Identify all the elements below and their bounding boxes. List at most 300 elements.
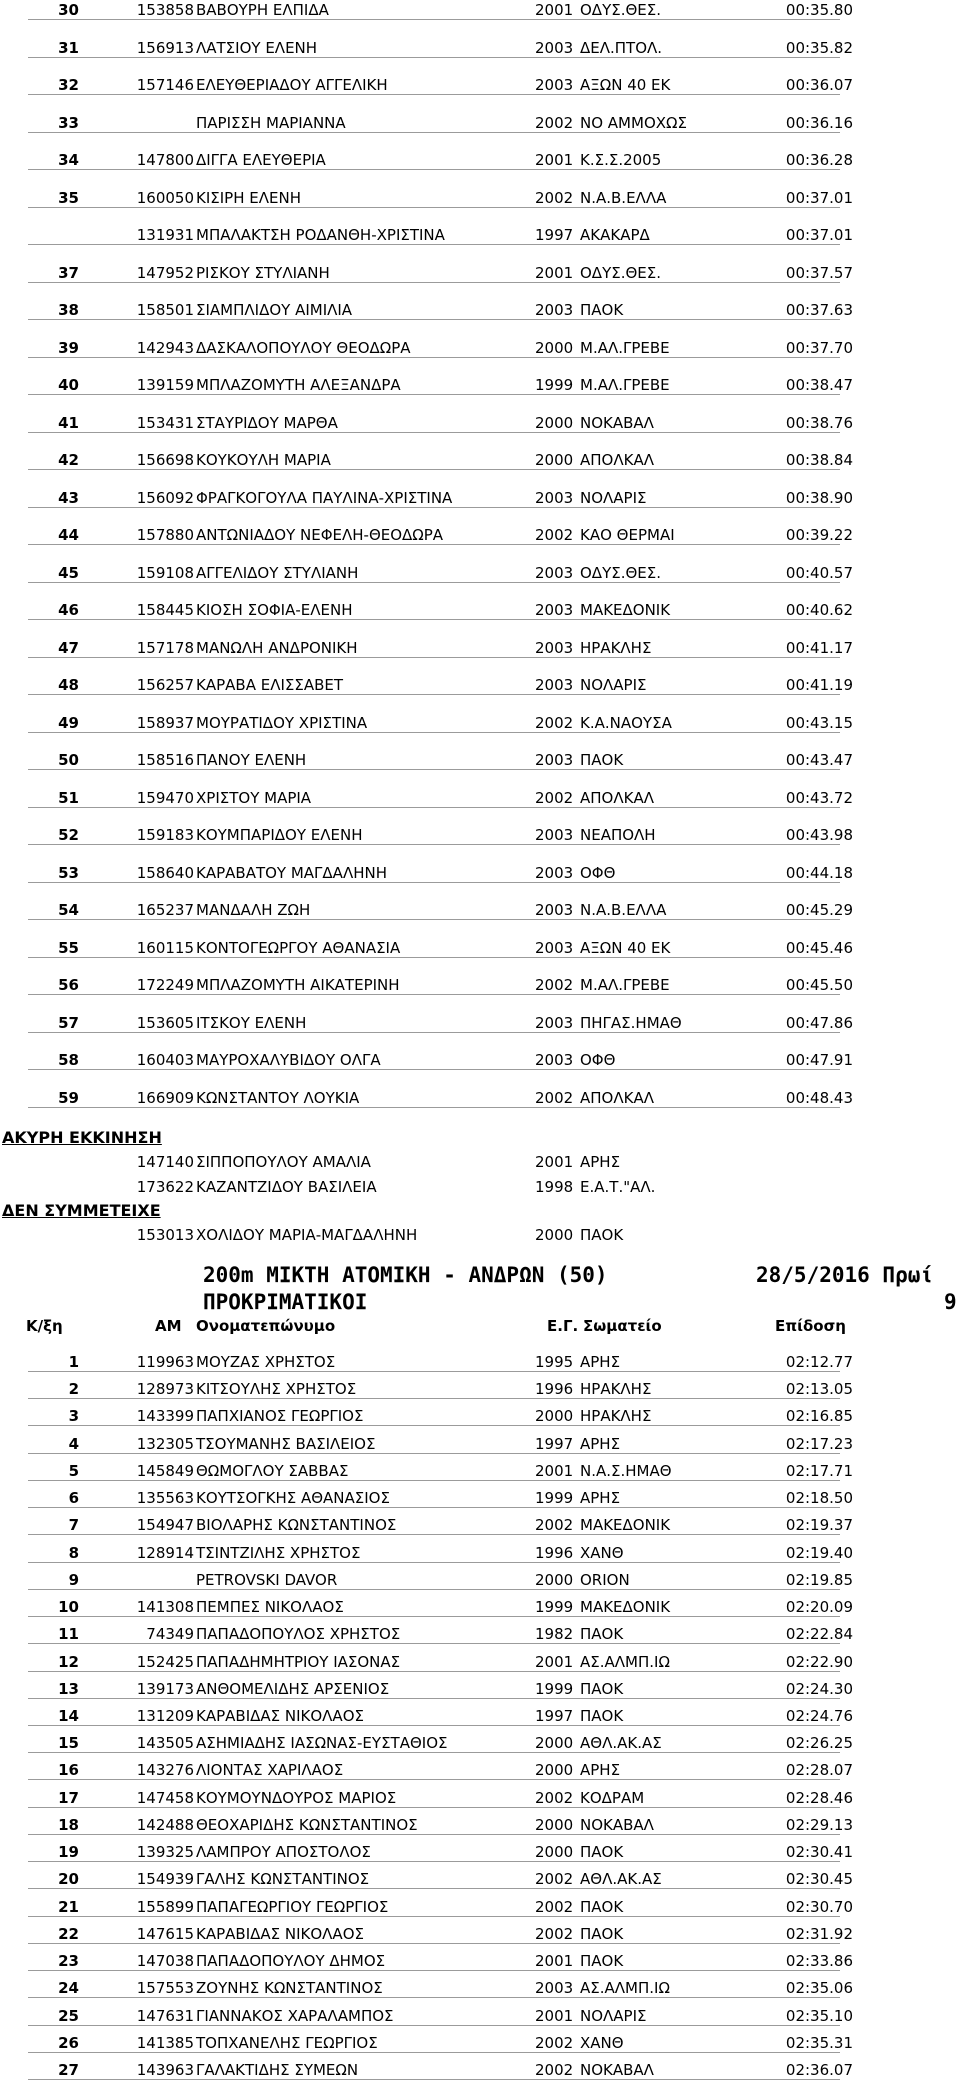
cell-name: ΜΟΥΖΑΣ ΧΡΗΣΤΟΣ xyxy=(196,1353,336,1371)
table-row xyxy=(0,2060,960,2081)
cell-name: ΜΠΑΛΑΚΤΣΗ ΡΟΔΑΝΘΗ-ΧΡΙΣΤΙΝΑ xyxy=(196,226,445,244)
cell-am: 173622 xyxy=(136,1177,194,1196)
cell-time: 00:38.90 xyxy=(785,488,853,507)
table-row xyxy=(0,75,960,96)
cell-year: 1995 xyxy=(535,1353,574,1371)
table-row xyxy=(0,300,960,321)
cell-position: 58 xyxy=(58,1051,79,1069)
cell-time: 02:30.70 xyxy=(785,1897,853,1916)
cell-club: ΠΑΟΚ xyxy=(580,301,624,319)
cell-year: 2003 xyxy=(535,938,574,957)
table-row xyxy=(0,1652,960,1673)
cell-time: 02:35.31 xyxy=(785,2033,853,2052)
cell-name: ΚΟΥΜΟΥΝΔΟΥΡΟΣ ΜΑΡΙΟΣ xyxy=(196,1788,397,1807)
table-row xyxy=(0,188,960,209)
table-row xyxy=(0,1897,960,1918)
cell-name: ΣΙΑΜΠΛΙΔΟΥ ΑΙΜΙΛΙΑ xyxy=(196,301,353,319)
cell-club: ΑΘΛ.ΑΚ.ΑΣ xyxy=(580,1870,662,1889)
cell-am: 165237 xyxy=(136,901,194,919)
table-row xyxy=(0,450,960,471)
table-row xyxy=(0,938,960,959)
cell-name: ΚΑΡΑΒΑ ΕΛΙΣΣΑΒΕΤ xyxy=(196,676,344,694)
cell-position: 3 xyxy=(68,1407,79,1426)
cell-am: 147615 xyxy=(136,1924,194,1943)
cell-name: ΣΤΑΥΡΙΔΟΥ ΜΑΡΘΑ xyxy=(196,413,338,432)
cell-club: Μ.ΑΛ.ΓΡΕΒΕ xyxy=(580,376,670,394)
cell-am: 139325 xyxy=(136,1843,194,1862)
cell-year: 2002 xyxy=(535,1870,574,1889)
table-row xyxy=(0,0,960,21)
cell-year: 2002 xyxy=(535,526,574,544)
table-row xyxy=(0,225,960,246)
cell-name: ΚΙΣΙΡΗ ΕΛΕΝΗ xyxy=(196,188,301,207)
table-row xyxy=(0,750,960,771)
table-row xyxy=(0,1013,960,1034)
cell-am: 156913 xyxy=(136,38,194,57)
cell-am: 157178 xyxy=(136,638,194,657)
cell-year: 1999 xyxy=(535,1679,574,1698)
cell-time: 02:36.07 xyxy=(785,2060,853,2079)
cell-year: 1999 xyxy=(535,1489,574,1508)
cell-am: 143963 xyxy=(136,2060,194,2079)
cell-club: ΑΠΟΛΚΑΛ xyxy=(580,788,654,807)
cell-time: 02:18.50 xyxy=(785,1489,853,1508)
cell-am: 143276 xyxy=(136,1761,194,1780)
cell-time: 00:47.86 xyxy=(785,1013,853,1032)
table-row xyxy=(0,713,960,734)
cell-name: ΒΙΟΛΑΡΗΣ ΚΩΝΣΤΑΝΤΙΝΟΣ xyxy=(196,1516,397,1535)
table-row xyxy=(0,563,960,584)
cell-time: 00:41.19 xyxy=(785,676,853,694)
cell-position: 10 xyxy=(58,1598,79,1617)
cell-am: 147458 xyxy=(136,1788,194,1807)
cell-position: 22 xyxy=(58,1924,79,1943)
cell-name: ΣΙΠΠΟΠΟΥΛΟΥ ΑΜΑΛΙΑ xyxy=(196,1153,371,1171)
cell-position: 4 xyxy=(68,1434,79,1453)
cell-club: Ν.Α.Β.ΕΛΛΑ xyxy=(580,901,667,919)
table-row xyxy=(0,825,960,846)
table-row xyxy=(0,1088,960,1109)
cell-name: ΠΑΠΑΓΕΩΡΓΙΟΥ ΓΕΩΡΓΙΟΣ xyxy=(196,1897,389,1916)
cell-year: 2001 xyxy=(535,1952,574,1971)
cell-year: 2000 xyxy=(535,413,574,432)
cell-time: 00:43.98 xyxy=(785,826,853,844)
cell-year: 1997 xyxy=(535,1434,574,1453)
cell-name: ΚΟΥΚΟΥΛΗ ΜΑΡΙΑ xyxy=(196,451,331,469)
cell-name: ΚΟΥΜΠΑΡΙΔΟΥ ΕΛΕΝΗ xyxy=(196,826,363,844)
cell-time: 00:36.07 xyxy=(785,76,853,94)
table-row xyxy=(0,338,960,359)
table-row xyxy=(0,975,960,996)
cell-time: 00:45.29 xyxy=(785,901,853,919)
cell-club: ΧΑΝΘ xyxy=(580,1543,624,1562)
cell-year: 2000 xyxy=(535,1843,574,1862)
cell-year: 2001 xyxy=(535,1,574,19)
cell-time: 02:33.86 xyxy=(785,1952,853,1971)
table-row xyxy=(0,1177,960,1198)
cell-year: 2002 xyxy=(535,113,574,132)
cell-am: 154947 xyxy=(136,1516,194,1535)
cell-club: ΝΟΚΑΒΑΛ xyxy=(580,2060,654,2079)
cell-time: 02:19.37 xyxy=(785,1516,853,1535)
cell-year: 1997 xyxy=(535,226,574,244)
cell-position: 46 xyxy=(58,601,79,619)
cell-name: ΤΣΙΝΤΖΙΛΗΣ ΧΡΗΣΤΟΣ xyxy=(196,1543,361,1562)
cell-name: ΠΑΠΧΙΑΝΟΣ ΓΕΩΡΓΙΟΣ xyxy=(196,1407,364,1426)
cell-year: 2002 xyxy=(535,976,574,994)
cell-year: 2001 xyxy=(535,151,574,169)
table-row xyxy=(0,638,960,659)
cell-name: ΜΑΝΩΛΗ ΑΝΔΡΟΝΙΚΗ xyxy=(196,638,358,657)
cell-am: 153605 xyxy=(136,1013,194,1032)
cell-club: ΑΣ.ΑΛΜΠ.ΙΩ xyxy=(580,1652,670,1671)
table-row xyxy=(0,488,960,509)
cell-time: 00:36.28 xyxy=(785,151,853,169)
cell-name: ΚΑΡΑΒΙΔΑΣ ΝΙΚΟΛΑΟΣ xyxy=(196,1706,364,1725)
cell-year: 2002 xyxy=(535,2033,574,2052)
table-row xyxy=(0,1869,960,1890)
cell-am: 156698 xyxy=(136,451,194,469)
cell-time: 02:35.10 xyxy=(785,2006,853,2025)
cell-time: 02:28.07 xyxy=(785,1761,853,1780)
cell-year: 2002 xyxy=(535,188,574,207)
cell-time: 00:37.57 xyxy=(785,263,853,282)
cell-year: 2003 xyxy=(535,751,574,769)
cell-year: 1997 xyxy=(535,1706,574,1725)
cell-year: 2000 xyxy=(535,1226,574,1244)
cell-am: 139173 xyxy=(136,1679,194,1698)
cell-time: 00:39.22 xyxy=(785,526,853,544)
cell-am: 160403 xyxy=(136,1051,194,1069)
cell-position: 20 xyxy=(58,1870,79,1889)
table-row xyxy=(0,900,960,921)
cell-name: ΤΣΟΥΜΑΝΗΣ ΒΑΣΙΛΕΙΟΣ xyxy=(196,1434,376,1453)
cell-time: 00:36.16 xyxy=(785,113,853,132)
cell-club: ΠΑΟΚ xyxy=(580,1625,624,1644)
cell-time: 02:22.90 xyxy=(785,1652,853,1671)
cell-club: Μ.ΑΛ.ΓΡΕΒΕ xyxy=(580,338,670,357)
cell-am: 153858 xyxy=(136,1,194,19)
table-row xyxy=(0,1225,960,1246)
cell-name: ΘΕΟΧΑΡΙΔΗΣ ΚΩΝΣΤΑΝΤΙΝΟΣ xyxy=(196,1815,418,1834)
cell-name: ΜΠΛΑΖΟΜΥΤΗ ΑΛΕΞΑΝΔΡΑ xyxy=(196,376,401,394)
cell-position: 14 xyxy=(58,1706,79,1725)
cell-name: ΔΑΣΚΑΛΟΠΟΥΛΟΥ ΘΕΟΔΩΡΑ xyxy=(196,338,411,357)
cell-am: 158640 xyxy=(136,863,194,882)
cell-club: ΔΕΛ.ΠΤΟΛ. xyxy=(580,38,663,57)
cell-am: 154939 xyxy=(136,1870,194,1889)
cell-club: Κ.Α.ΝΑΟΥΣΑ xyxy=(580,713,672,732)
table-row xyxy=(0,1379,960,1400)
cell-year: 2001 xyxy=(535,1153,574,1171)
cell-am: 166909 xyxy=(136,1088,194,1107)
cell-am: 128973 xyxy=(136,1380,194,1399)
cell-year: 2003 xyxy=(535,638,574,657)
cell-club: ΚΑΟ ΘΕΡΜΑΙ xyxy=(580,526,675,544)
cell-time: 02:22.84 xyxy=(785,1625,853,1644)
cell-am: 147800 xyxy=(136,151,194,169)
cell-time: 00:43.72 xyxy=(785,788,853,807)
cell-position: 53 xyxy=(58,863,79,882)
cell-am: 147631 xyxy=(136,2006,194,2025)
cell-am: 147140 xyxy=(136,1153,194,1171)
cell-name: ΧΟΛΙΔΟΥ ΜΑΡΙΑ-ΜΑΓΔΑΛΗΝΗ xyxy=(196,1226,418,1244)
cell-time: 00:40.62 xyxy=(785,601,853,619)
cell-year: 2000 xyxy=(535,1407,574,1426)
column-headers xyxy=(0,1316,960,1337)
cell-am: 160115 xyxy=(136,938,194,957)
header-pos: Κ/ξη xyxy=(26,1317,63,1335)
cell-time: 00:38.76 xyxy=(785,413,853,432)
cell-am: 156257 xyxy=(136,676,194,694)
cell-club: ΑΡΗΣ xyxy=(580,1761,621,1780)
cell-name: ΔΙΓΓΑ ΕΛΕΥΘΕΡΙΑ xyxy=(196,151,326,169)
cell-club: Κ.Σ.Σ.2005 xyxy=(580,151,662,169)
cell-year: 2000 xyxy=(535,1734,574,1753)
cell-position: 33 xyxy=(58,113,79,132)
cell-am: 141385 xyxy=(136,2033,194,2052)
cell-club: Ν.Α.Β.ΕΛΛΑ xyxy=(580,188,667,207)
cell-am: 139159 xyxy=(136,376,194,394)
cell-club: ΠΑΟΚ xyxy=(580,1897,624,1916)
cell-club: ΑΡΗΣ xyxy=(580,1153,621,1171)
cell-club: ΜΑΚΕΔΟΝΙΚ xyxy=(580,1516,671,1535)
table-row xyxy=(0,788,960,809)
cell-am: 141308 xyxy=(136,1598,194,1617)
table-row xyxy=(0,1842,960,1863)
cell-time: 02:17.71 xyxy=(785,1461,853,1480)
cell-club: ΝΕΑΠΟΛΗ xyxy=(580,826,656,844)
cell-year: 2000 xyxy=(535,1761,574,1780)
cell-time: 02:16.85 xyxy=(785,1407,853,1426)
cell-time: 02:30.45 xyxy=(785,1870,853,1889)
table-row xyxy=(0,1733,960,1754)
cell-name: ΛΑΜΠΡΟΥ ΑΠΟΣΤΟΛΟΣ xyxy=(196,1843,371,1862)
cell-club: ΠΗΓΑΣ.ΗΜΑΘ xyxy=(580,1013,682,1032)
table-row xyxy=(0,113,960,134)
cell-time: 02:19.85 xyxy=(785,1570,853,1589)
cell-position: 35 xyxy=(58,188,79,207)
cell-am: 153013 xyxy=(136,1226,194,1244)
cell-club: ΠΑΟΚ xyxy=(580,1843,624,1862)
cell-name: ΛΙΟΝΤΑΣ ΧΑΡΙΛΑΟΣ xyxy=(196,1761,344,1780)
cell-position: 43 xyxy=(58,488,79,507)
cell-club: ΝΟΚΑΒΑΛ xyxy=(580,413,654,432)
cell-am: 157880 xyxy=(136,526,194,544)
cell-club: ΑΞΩΝ 40 ΕΚ xyxy=(580,938,671,957)
cell-club: ΜΑΚΕΔΟΝΙΚ xyxy=(580,1598,671,1617)
cell-position: 19 xyxy=(58,1843,79,1862)
cell-name: ΜΠΛΑΖΟΜΥΤΗ ΑΙΚΑΤΕΡΙΝΗ xyxy=(196,976,400,994)
cell-time: 02:31.92 xyxy=(785,1924,853,1943)
cell-year: 2003 xyxy=(535,38,574,57)
cell-position: 40 xyxy=(58,376,79,394)
cell-am: 135563 xyxy=(136,1489,194,1508)
cell-am: 157553 xyxy=(136,1979,194,1998)
cell-name: ΒΑΒΟΥΡΗ ΕΛΠΙΔΑ xyxy=(196,1,329,19)
cell-year: 1996 xyxy=(535,1543,574,1562)
invalid-start-heading: ΑΚΥΡΗ ΕΚΚΙΝΗΣΗ xyxy=(2,1128,162,1147)
table-row xyxy=(0,375,960,396)
table-row xyxy=(0,863,960,884)
cell-club: ΚΟΔΡΑΜ xyxy=(580,1788,645,1807)
cell-am: 159470 xyxy=(136,788,194,807)
cell-name: ΙΤΣΚΟΥ ΕΛΕΝΗ xyxy=(196,1013,307,1032)
event-date: 28/5/2016 Πρωί xyxy=(756,1263,934,1287)
cell-time: 00:47.91 xyxy=(785,1051,853,1069)
table-row xyxy=(0,1924,960,1945)
cell-am: 147038 xyxy=(136,1952,194,1971)
cell-club: ΑΡΗΣ xyxy=(580,1434,621,1453)
cell-year: 2001 xyxy=(535,1461,574,1480)
cell-name: ΑΣΗΜΙΑΔΗΣ ΙΑΣΩΝΑΣ-ΕΥΣΤΑΘΙΟΣ xyxy=(196,1734,448,1753)
cell-year: 2002 xyxy=(535,713,574,732)
cell-time: 00:48.43 xyxy=(785,1088,853,1107)
cell-am: 158937 xyxy=(136,713,194,732)
cell-name: PETROVSKI DAVOR xyxy=(196,1570,338,1589)
cell-name: ΠΑΝΟΥ ΕΛΕΝΗ xyxy=(196,751,307,769)
cell-club: ΝΟΛΑΡΙΣ xyxy=(580,488,647,507)
table-row xyxy=(0,1406,960,1427)
cell-name: ΠΑΠΑΔΟΠΟΥΛΟΥ ΔΗΜΟΣ xyxy=(196,1952,386,1971)
cell-year: 2001 xyxy=(535,1652,574,1671)
cell-club: ΝΟ ΑΜΜΟΧΩΣ xyxy=(580,113,687,132)
cell-time: 00:43.15 xyxy=(785,713,853,732)
cell-club: ΑΣ.ΑΛΜΠ.ΙΩ xyxy=(580,1979,670,1998)
cell-am: 74349 xyxy=(146,1625,194,1644)
cell-position: 21 xyxy=(58,1897,79,1916)
cell-year: 2003 xyxy=(535,563,574,582)
table-row xyxy=(0,1543,960,1564)
cell-club: ΠΑΟΚ xyxy=(580,1706,624,1725)
cell-club: ΠΑΟΚ xyxy=(580,1924,624,1943)
cell-time: 02:12.77 xyxy=(785,1353,853,1371)
header-year: Ε.Γ. xyxy=(547,1317,579,1335)
cell-position: 54 xyxy=(58,901,79,919)
table-row xyxy=(0,600,960,621)
cell-club: ΠΑΟΚ xyxy=(580,1952,624,1971)
cell-time: 02:24.30 xyxy=(785,1679,853,1698)
cell-position: 51 xyxy=(58,788,79,807)
cell-club: ΑΞΩΝ 40 ΕΚ xyxy=(580,76,671,94)
cell-name: ΕΛΕΥΘΕΡΙΑΔΟΥ ΑΓΓΕΛΙΚΗ xyxy=(196,76,388,94)
cell-name: ΓΑΛΗΣ ΚΩΝΣΤΑΝΤΙΝΟΣ xyxy=(196,1870,370,1889)
cell-name: ΠΕΜΠΕΣ ΝΙΚΟΛΑΟΣ xyxy=(196,1598,344,1617)
cell-time: 00:37.70 xyxy=(785,338,853,357)
cell-time: 00:45.50 xyxy=(785,976,853,994)
table-row xyxy=(0,1488,960,1509)
cell-year: 2003 xyxy=(535,1979,574,1998)
cell-am: 160050 xyxy=(136,188,194,207)
cell-club: Ν.Α.Σ.ΗΜΑΘ xyxy=(580,1461,672,1480)
cell-club: ΟΔΥΣ.ΘΕΣ. xyxy=(580,1,662,19)
cell-year: 2002 xyxy=(535,2060,574,2079)
cell-name: ΚΟΥΤΣΟΓΚΗΣ ΑΘΑΝΑΣΙΟΣ xyxy=(196,1489,390,1508)
cell-year: 1998 xyxy=(535,1177,574,1196)
cell-position: 26 xyxy=(58,2033,79,2052)
cell-time: 02:30.41 xyxy=(785,1843,853,1862)
cell-year: 2003 xyxy=(535,863,574,882)
cell-am: 128914 xyxy=(136,1543,194,1562)
cell-name: ΑΓΓΕΛΙΔΟΥ ΣΤΥΛΙΑΝΗ xyxy=(196,563,359,582)
cell-year: 2000 xyxy=(535,338,574,357)
cell-club: ΗΡΑΚΛΗΣ xyxy=(580,638,652,657)
cell-year: 2003 xyxy=(535,676,574,694)
header-am: ΑΜ xyxy=(155,1317,182,1335)
cell-am: 152425 xyxy=(136,1652,194,1671)
cell-year: 2003 xyxy=(535,301,574,319)
cell-position: 57 xyxy=(58,1013,79,1032)
table-row xyxy=(0,263,960,284)
table-row xyxy=(0,150,960,171)
cell-am: 159183 xyxy=(136,826,194,844)
cell-position: 59 xyxy=(58,1088,79,1107)
cell-position: 25 xyxy=(58,2006,79,2025)
cell-name: ΡΙΣΚΟΥ ΣΤΥΛΙΑΝΗ xyxy=(196,263,330,282)
cell-time: 00:40.57 xyxy=(785,563,853,582)
cell-name: ΚΑΖΑΝΤΖΙΔΟΥ ΒΑΣΙΛΕΙΑ xyxy=(196,1177,377,1196)
header-time: Επίδοση xyxy=(775,1317,846,1335)
cell-year: 2001 xyxy=(535,2006,574,2025)
table-row xyxy=(0,1461,960,1482)
cell-club: ΟΔΥΣ.ΘΕΣ. xyxy=(580,563,662,582)
cell-position: 56 xyxy=(58,976,79,994)
cell-time: 02:19.40 xyxy=(785,1543,853,1562)
cell-position: 49 xyxy=(58,713,79,732)
cell-name: ΜΑΝΔΑΛΗ ΖΩΗ xyxy=(196,901,311,919)
table-row xyxy=(0,1679,960,1700)
cell-position: 18 xyxy=(58,1815,79,1834)
cell-position: 45 xyxy=(58,563,79,582)
cell-club: ΑΠΟΛΚΑΛ xyxy=(580,451,654,469)
header-name: Ονοματεπώνυμο xyxy=(196,1317,336,1335)
cell-am: 158501 xyxy=(136,301,194,319)
cell-club: ΧΑΝΘ xyxy=(580,2033,624,2052)
cell-year: 1999 xyxy=(535,1598,574,1617)
cell-time: 02:35.06 xyxy=(785,1979,853,1998)
cell-club: ΟΔΥΣ.ΘΕΣ. xyxy=(580,263,662,282)
cell-position: 52 xyxy=(58,826,79,844)
cell-name: ΤΟΠΧΑΝΕΛΗΣ ΓΕΩΡΓΙΟΣ xyxy=(196,2033,378,2052)
cell-year: 1999 xyxy=(535,376,574,394)
cell-position: 50 xyxy=(58,751,79,769)
cell-club: ΟΦΘ xyxy=(580,1051,616,1069)
cell-am: 145849 xyxy=(136,1461,194,1480)
table-row xyxy=(0,1978,960,1999)
cell-position: 2 xyxy=(68,1380,79,1399)
cell-year: 2002 xyxy=(535,1897,574,1916)
cell-position: 24 xyxy=(58,1979,79,1998)
table-row xyxy=(0,1570,960,1591)
table-row xyxy=(0,1152,960,1173)
table-row xyxy=(0,1050,960,1071)
cell-time: 00:38.84 xyxy=(785,451,853,469)
cell-club: ORION xyxy=(580,1570,630,1589)
table-row xyxy=(0,1597,960,1618)
cell-name: ΠΑΠΑΔΟΠΟΥΛΟΣ ΧΡΗΣΤΟΣ xyxy=(196,1625,401,1644)
cell-name: ΦΡΑΓΚΟΓΟΥΛΑ ΠΑΥΛΙΝΑ-ΧΡΙΣΤΙΝΑ xyxy=(196,488,453,507)
cell-am: 158516 xyxy=(136,751,194,769)
cell-year: 2002 xyxy=(535,1788,574,1807)
cell-am: 172249 xyxy=(136,976,194,994)
cell-am: 153431 xyxy=(136,413,194,432)
cell-name: ΚΟΝΤΟΓΕΩΡΓΟΥ ΑΘΑΝΑΣΙΑ xyxy=(196,938,401,957)
cell-year: 2003 xyxy=(535,901,574,919)
table-row xyxy=(0,1706,960,1727)
cell-position: 30 xyxy=(58,1,79,19)
cell-position: 12 xyxy=(58,1652,79,1671)
cell-year: 2003 xyxy=(535,488,574,507)
